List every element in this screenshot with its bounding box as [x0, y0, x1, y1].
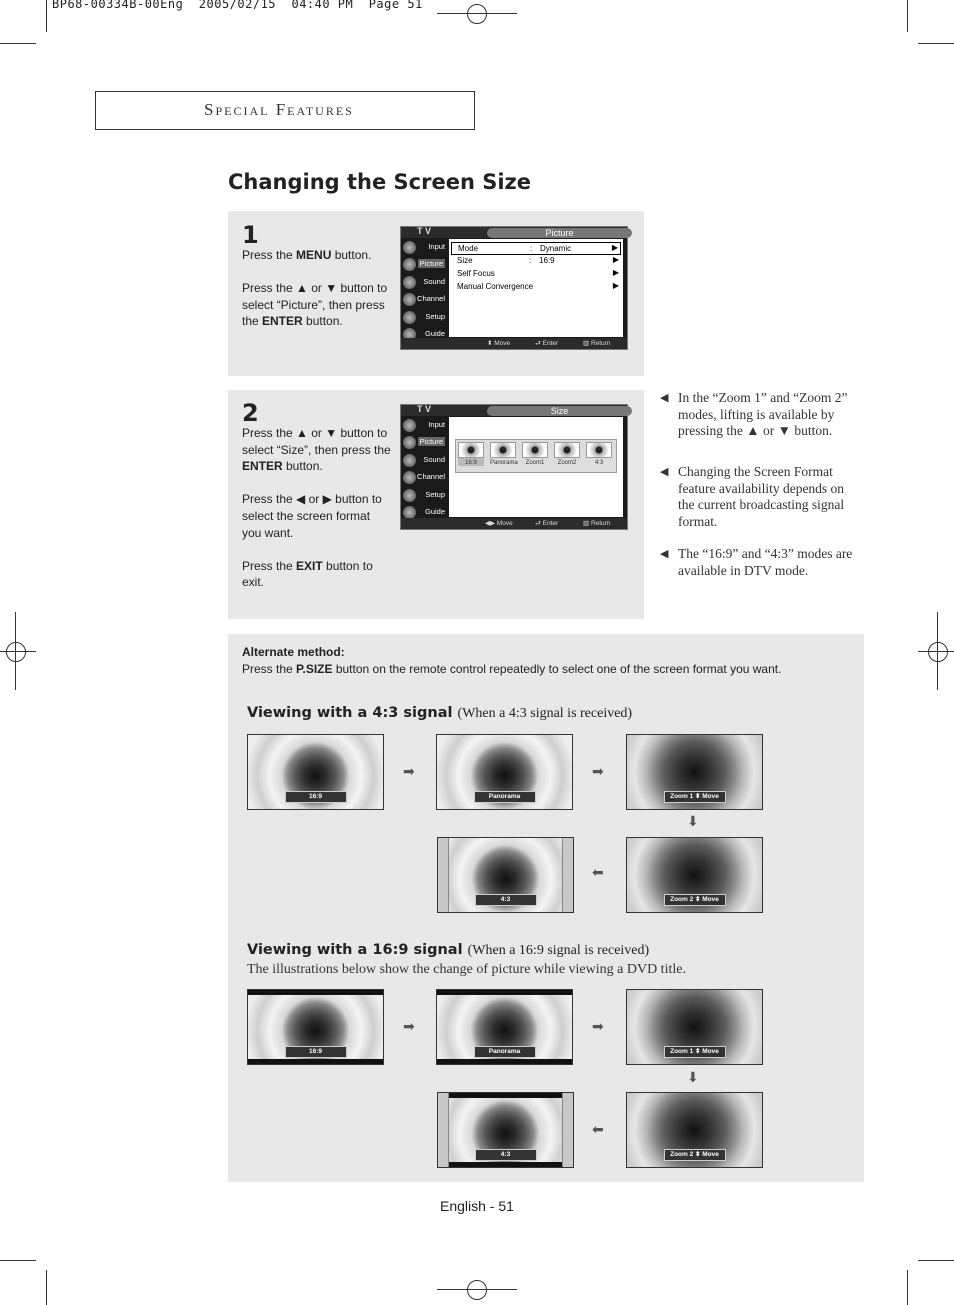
osd-hint-bar: ⬍ Move ⮐ Enter ▥ Return — [401, 338, 627, 349]
note-item: ◀ In the “Zoom 1” and “Zoom 2” modes, lifting is available by pressing the ▲ or ▼ button. — [660, 390, 848, 439]
size-thumb-icon — [586, 442, 612, 458]
osd-menu-setup: Setup — [401, 309, 447, 326]
right-arrow-icon: ▶ — [612, 281, 619, 290]
osd-menu-channel: Channel — [401, 291, 447, 308]
osd-row-manual-convergence: Manual Convergence ▶ — [457, 281, 619, 291]
page-title: Changing the Screen Size — [228, 170, 532, 194]
guide-icon — [403, 506, 416, 519]
right-arrow-icon: ➡ — [403, 763, 415, 779]
screen-illustration-4-3: 4:3 — [437, 1092, 574, 1168]
screen-illustration-panorama: Panorama — [436, 989, 573, 1065]
crop-mark — [918, 1260, 954, 1261]
signal-4-3-heading: Viewing with a 4:3 signal (When a 4:3 signal is received) — [247, 705, 633, 721]
osd-size-menu: T V Size Input Picture Sound Channel Setup Guide 16:9 Panorama Zoom1 Zoom2 4:3 ◀▶ Move ⮐ Enter ▥ Return — [400, 404, 628, 530]
picture-icon — [403, 436, 416, 449]
step-number: 1 — [242, 221, 259, 249]
input-icon — [403, 241, 416, 254]
size-option-panorama: Panorama — [490, 442, 516, 466]
screen-illustration-zoom2: Zoom 2 ⬍ Move — [626, 1092, 763, 1168]
crop-mark — [0, 43, 36, 44]
size-thumb-icon — [554, 442, 580, 458]
down-arrow-icon: ⬇ — [687, 813, 699, 829]
signal-16-9-heading: Viewing with a 16:9 signal (When a 16:9 signal is received) — [247, 942, 650, 958]
picture-icon — [403, 258, 416, 271]
osd-menu-input: Input — [401, 239, 447, 256]
osd-picture-menu: T V Picture Input Picture Sound Channel Setup Guide Mode : Dynamic ▶ Size : 16:9 ▶ Self Focus ▶ Manual Convergence ▶ ⬍ Move ⮐ Enter ▥ Return — [400, 226, 628, 350]
sound-icon — [403, 276, 416, 289]
osd-content — [449, 239, 623, 337]
osd-content — [449, 417, 623, 517]
size-thumb-icon — [522, 442, 548, 458]
osd-menu-guide: Guide — [401, 504, 447, 521]
size-option-16-9: 16:9 — [458, 442, 484, 466]
step2-instructions: Press the ▲ or ▼ button to select “Size”, then press the ENTER button. Press the ◀ or ▶ button to select the screen format you want. Press the EXIT button to exit. — [242, 426, 391, 590]
osd-row-size: Size : 16:9 ▶ — [457, 255, 619, 265]
triangle-bullet-icon: ◀ — [660, 548, 669, 560]
osd-menu-setup: Setup — [401, 487, 447, 504]
setup-icon — [403, 489, 416, 502]
triangle-bullet-icon: ◀ — [660, 392, 669, 404]
crop-mark — [46, 1270, 47, 1305]
osd-menu-input: Input — [401, 417, 447, 434]
print-header: BP68-00334B-00Eng 2005/02/15 04:40 PM Page 51 — [52, 0, 423, 11]
signal-16-9-description: The illustrations below show the change of picture while viewing a DVD title. — [247, 962, 686, 977]
osd-menu-sound: Sound — [401, 274, 447, 291]
osd-menu-picture: Picture — [401, 434, 447, 451]
screen-illustration-4-3: 4:3 — [437, 837, 574, 913]
right-arrow-icon: ➡ — [592, 1018, 604, 1034]
osd-menu-picture: Picture — [401, 256, 447, 273]
page-footer: English - 51 — [440, 1198, 514, 1214]
channel-icon — [403, 293, 416, 306]
crop-mark — [907, 0, 908, 32]
triangle-bullet-icon: ◀ — [660, 466, 669, 478]
left-arrow-icon: ⬅ — [592, 1121, 604, 1137]
size-option-strip — [455, 439, 617, 473]
channel-icon — [403, 471, 416, 484]
alternate-text: Press the P.SIZE button on the remote control repeatedly to select one of the screen format you want. — [242, 662, 782, 676]
size-option-zoom2: Zoom2 — [554, 442, 580, 466]
step-number: 2 — [242, 399, 259, 427]
osd-title: Size — [487, 406, 632, 416]
crop-mark — [46, 0, 47, 32]
left-arrow-icon: ⬅ — [592, 864, 604, 880]
osd-side-menu — [401, 417, 447, 521]
right-arrow-icon: ▶ — [612, 268, 619, 277]
size-option-4-3: 4:3 — [586, 442, 612, 466]
section-title-box — [95, 91, 475, 130]
crop-mark — [918, 43, 954, 44]
right-arrow-icon: ➡ — [592, 763, 604, 779]
osd-row-self-focus: Self Focus ▶ — [457, 268, 619, 278]
screen-illustration-zoom2: Zoom 2 ⬍ Move — [626, 837, 763, 913]
step1-instructions: Press the MENU button. Press the ▲ or ▼ button to select “Picture”, then press the ENTER button. — [242, 248, 388, 329]
size-option-zoom1: Zoom1 — [522, 442, 548, 466]
step2-panel — [228, 390, 644, 619]
note-item: ◀ Changing the Screen Format feature availability depends on the current broadcasting signal format. — [660, 464, 845, 529]
note-item: ◀ The “16:9” and “4:3” modes are available in DTV mode. — [660, 546, 853, 578]
size-thumb-icon — [458, 442, 484, 458]
setup-icon — [403, 311, 416, 324]
osd-row-mode: Mode : Dynamic ▶ — [451, 242, 621, 255]
screen-illustration-16-9: 16:9 — [247, 734, 384, 810]
osd-title: Picture — [487, 228, 632, 238]
registration-mark — [467, 4, 487, 24]
registration-mark — [467, 1280, 487, 1300]
alternate-title: Alternate method: — [242, 645, 345, 659]
sound-icon — [403, 454, 416, 467]
size-thumb-icon — [490, 442, 516, 458]
osd-menu-channel: Channel — [401, 469, 447, 486]
screen-illustration-zoom1: Zoom 1 ⬍ Move — [626, 989, 763, 1065]
registration-mark — [928, 642, 948, 662]
osd-menu-guide: Guide — [401, 326, 447, 343]
osd-side-menu — [401, 239, 447, 343]
screen-illustration-zoom1: Zoom 1 ⬍ Move — [626, 734, 763, 810]
crop-mark — [907, 1270, 908, 1305]
right-arrow-icon: ➡ — [403, 1018, 415, 1034]
down-arrow-icon: ⬇ — [687, 1069, 699, 1085]
screen-illustration-panorama: Panorama — [436, 734, 573, 810]
section-title: Special Features — [204, 100, 354, 119]
crop-mark — [0, 1260, 36, 1261]
registration-mark — [6, 642, 26, 662]
step1-panel — [228, 211, 644, 376]
input-icon — [403, 419, 416, 432]
screen-illustration-16-9: 16:9 — [247, 989, 384, 1065]
osd-hint-bar: ◀▶ Move ⮐ Enter ▥ Return — [401, 518, 627, 529]
right-arrow-icon: ▶ — [611, 243, 618, 252]
right-arrow-icon: ▶ — [612, 255, 619, 264]
osd-menu-sound: Sound — [401, 452, 447, 469]
